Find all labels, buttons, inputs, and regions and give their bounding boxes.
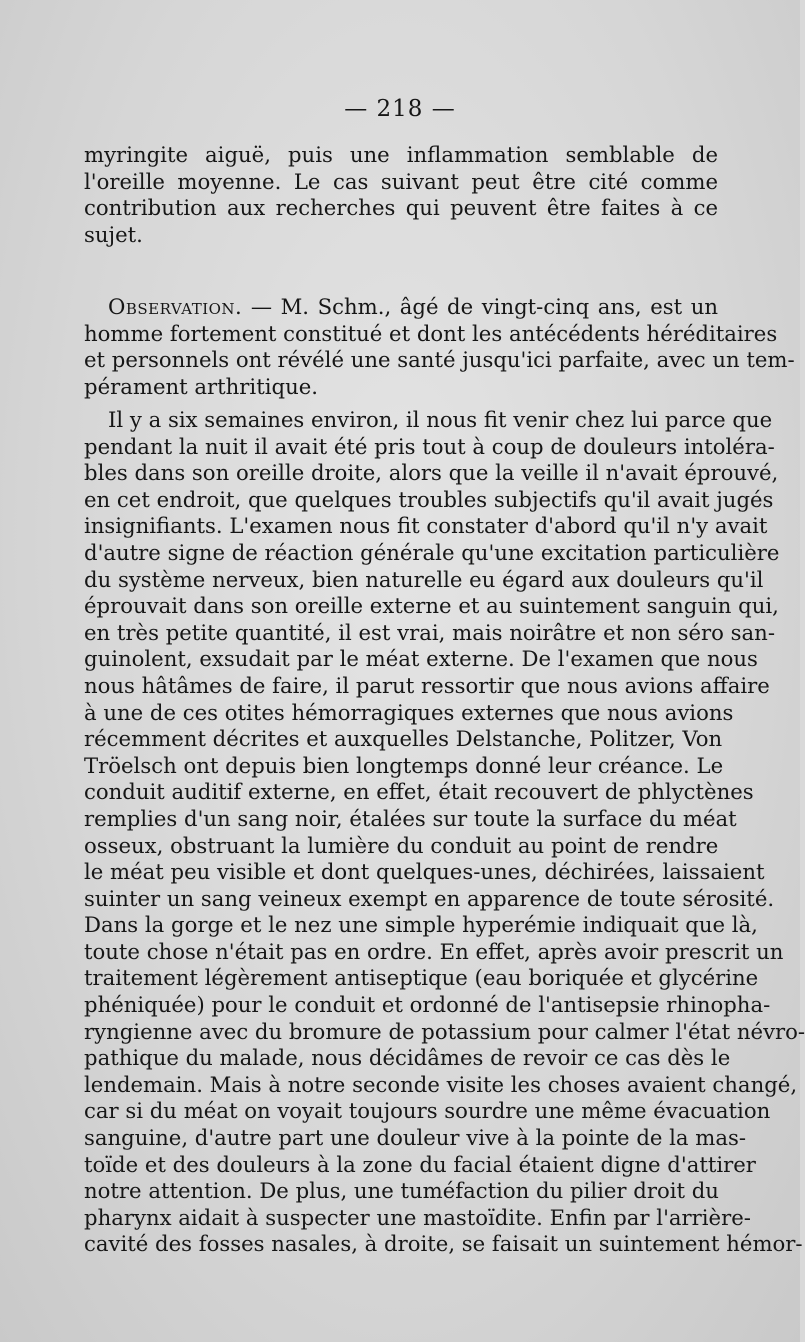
text-line: sujet. bbox=[84, 221, 143, 247]
text-line: bles dans son oreille droite, alors que la veille il n'avait éprouvé, bbox=[84, 460, 779, 486]
text-line: Dans la gorge et le nez une simple hyperémie indiquait que là, bbox=[84, 912, 758, 938]
text-line: pharynx aidait à suspecter une mastoïdite. Enfin par l'arrière- bbox=[84, 1204, 751, 1230]
text-line: contribution aux recherches qui peuvent être faites à ce bbox=[84, 195, 718, 221]
text-line: d'autre signe de réaction générale qu'une excitation particulière bbox=[84, 539, 780, 565]
text-line: Il y a six semaines environ, il nous fit venir chez lui parce que bbox=[108, 407, 773, 432]
text-line: du système nerveux, bien naturelle eu égard aux douleurs qu'il bbox=[84, 566, 764, 592]
text-line: remplies d'un sang noir, étalées sur toute la surface du méat bbox=[84, 805, 737, 831]
paragraph-3 bbox=[84, 407, 805, 1258]
text-line: traitement légèrement antiseptique (eau boriquée et glycérine bbox=[84, 965, 759, 991]
text-line: homme fortement constitué et dont les antécédents héréditaires bbox=[84, 320, 778, 346]
page-number: — 218 — bbox=[344, 96, 456, 122]
text-line: récemment décrites et auxquelles Delstanche, Politzer, Von bbox=[84, 726, 723, 752]
text-line: pathique du malade, nous décidâmes de revoir ce cas dès le bbox=[84, 1045, 731, 1071]
text-line: en cet endroit, que quelques troubles subjectifs qu'il avait jugés bbox=[84, 486, 774, 512]
paragraph-1 bbox=[84, 142, 718, 248]
text-line: cavité des fosses nasales, à droite, se faisait un suintement hémor- bbox=[84, 1231, 803, 1257]
text-line: insignifiants. L'examen nous fit constater d'abord qu'il n'y avait bbox=[84, 513, 768, 539]
text-line: l'oreille moyenne. Le cas suivant peut être cité comme bbox=[84, 168, 718, 194]
text-line: toïde et des douleurs à la zone du facial étaient digne d'attirer bbox=[84, 1151, 756, 1177]
text-line bbox=[84, 294, 718, 321]
text-line: car si du méat on voyait toujours sourdre une même évacuation bbox=[84, 1098, 771, 1124]
observation-label: Observation. bbox=[108, 294, 243, 319]
text-line: pendant la nuit il avait été pris tout à coup de douleurs intoléra- bbox=[84, 433, 775, 459]
text-line: le méat peu visible et dont quelques-unes, déchirées, laissaient bbox=[84, 859, 765, 885]
text-line: suinter un sang veineux exempt en apparence de toute sérosité. bbox=[84, 885, 775, 911]
text-line: toute chose n'était pas en ordre. En effet, après avoir prescrit un bbox=[84, 938, 784, 964]
text-line: osseux, obstruant la lumière du conduit au point de rendre bbox=[84, 832, 719, 858]
text-line: en très petite quantité, il est vrai, mais noirâtre et non séro san- bbox=[84, 619, 775, 645]
text-line: notre attention. De plus, une tuméfaction du pilier droit du bbox=[84, 1178, 719, 1204]
text-line: conduit auditif externe, en effet, était recouvert de phlyctènes bbox=[84, 779, 754, 805]
text-line-content: — M. Schm., âgé de vingt-cinq ans, est un bbox=[242, 294, 718, 319]
text-line: pérament arthritique. bbox=[84, 373, 318, 399]
text-line: myringite aiguë, puis une inflammation semblable de bbox=[84, 142, 718, 167]
text-line: à une de ces otites hémorragiques externes que nous avions bbox=[84, 699, 734, 725]
text-line: phéniquée) pour le conduit et ordonné de l'antisepsie rhinopha- bbox=[84, 992, 771, 1018]
paragraph-observation bbox=[84, 294, 795, 400]
text-line: guinolent, exsudait par le méat externe. De l'examen que nous bbox=[84, 646, 758, 672]
text-line: Tröelsch ont depuis bien longtemps donné leur créance. Le bbox=[84, 752, 724, 778]
text-line: sanguine, d'autre part une douleur vive à la pointe de la mas- bbox=[84, 1125, 747, 1151]
text-line: éprouvait dans son oreille externe et au suintement sanguin qui, bbox=[84, 593, 779, 619]
text-line: nous hâtâmes de faire, il parut ressortir que nous avions affaire bbox=[84, 672, 770, 698]
text-line: ryngienne avec du bromure de potassium pour calmer l'état névro- bbox=[84, 1018, 805, 1044]
text-line: et personnels ont révélé une santé jusqu'ici parfaite, avec un tem- bbox=[84, 347, 795, 373]
text-line: lendemain. Mais à notre seconde visite les choses avaient changé, bbox=[84, 1071, 798, 1097]
